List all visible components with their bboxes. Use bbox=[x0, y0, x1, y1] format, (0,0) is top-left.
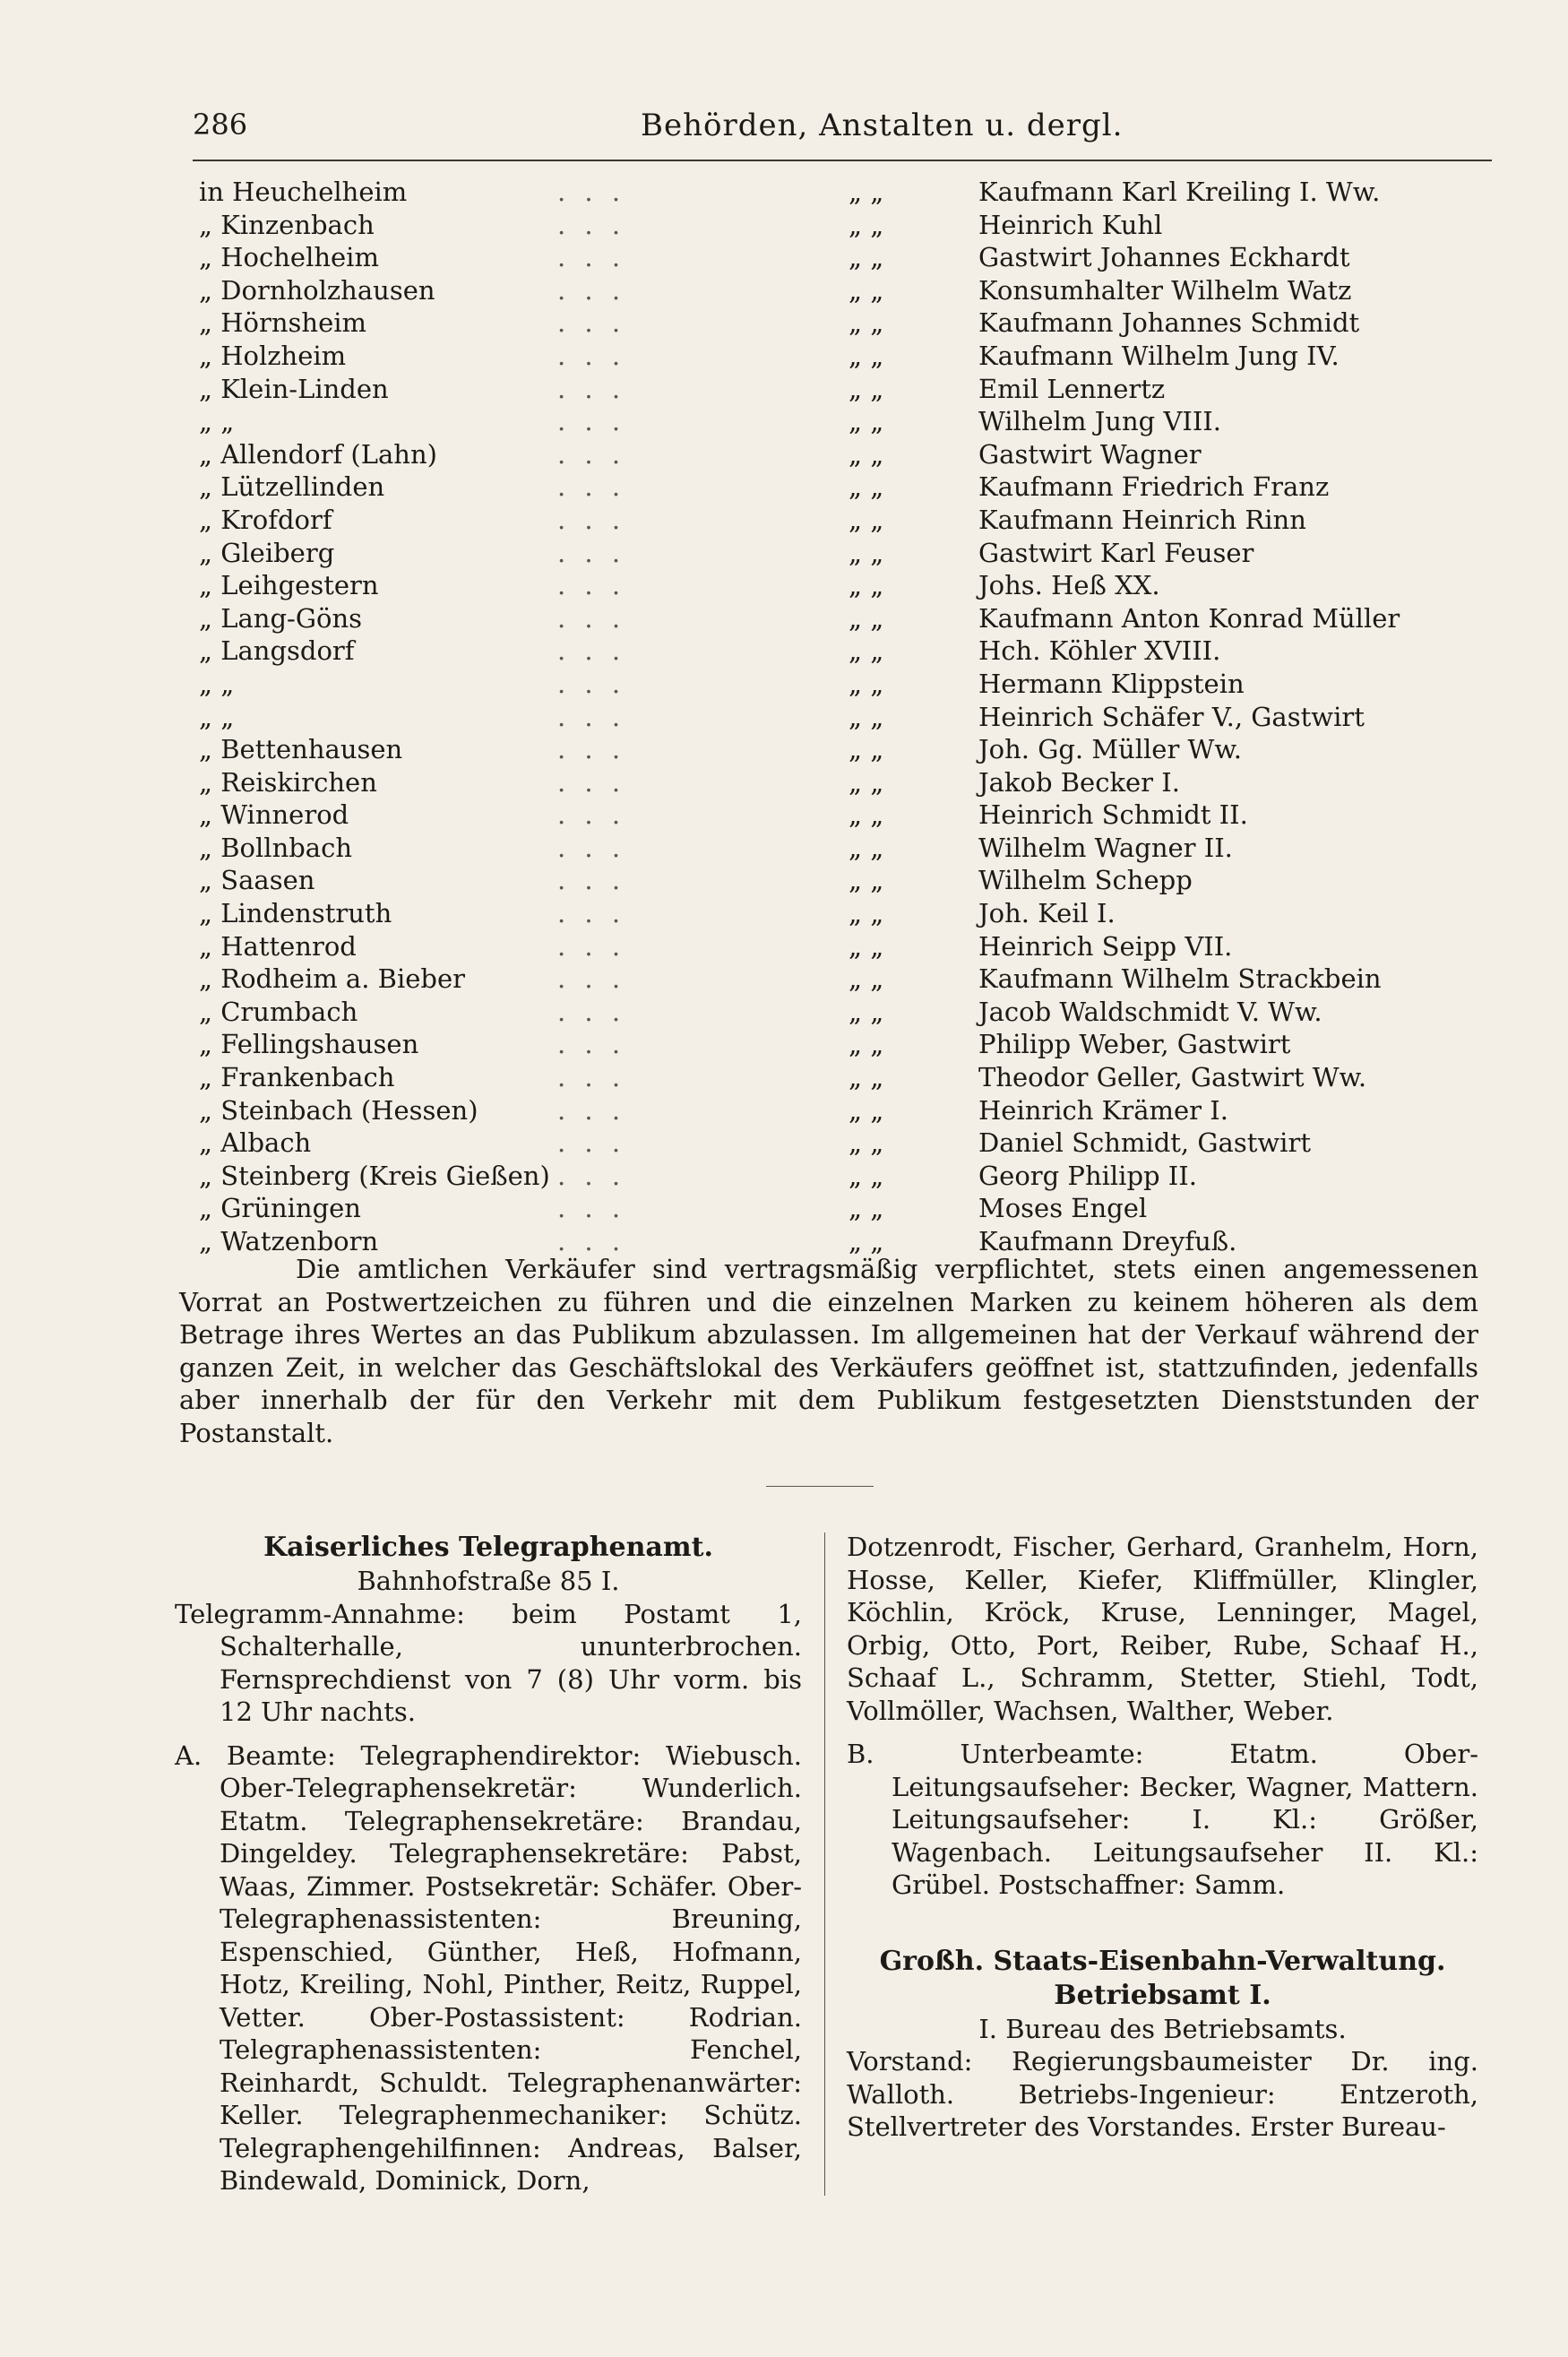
ditto-marks: „ „ bbox=[849, 668, 884, 699]
ditto-marks: „ „ bbox=[849, 701, 884, 732]
seller-name: Kaufmann Wilhelm Strackbein bbox=[978, 963, 1382, 995]
place-name: „ Reiskirchen bbox=[199, 766, 377, 798]
place-name: „ Rodheim a. Bieber bbox=[199, 963, 465, 995]
place-name: „ Steinbach (Hessen) bbox=[199, 1094, 478, 1126]
leader-dots: . . . bbox=[557, 177, 626, 207]
seller-name: Kaufmann Anton Konrad Müller bbox=[978, 602, 1400, 634]
place-name: „ Langsdorf bbox=[199, 635, 355, 667]
ditto-marks: „ „ bbox=[849, 898, 884, 929]
leader-dots: . . . bbox=[557, 1029, 626, 1060]
section-separator bbox=[766, 1486, 874, 1487]
place-name: „ Klein-Linden bbox=[199, 373, 389, 404]
leader-dots: . . . bbox=[557, 1226, 626, 1256]
leader-dots: . . . bbox=[557, 373, 626, 404]
list-item bbox=[199, 504, 1471, 537]
place-name: „ Grüningen bbox=[199, 1193, 361, 1224]
leader-dots: . . . bbox=[557, 242, 626, 273]
list-item bbox=[199, 930, 1471, 963]
list-item bbox=[199, 963, 1471, 996]
list-item bbox=[199, 864, 1471, 897]
list-item bbox=[199, 340, 1471, 373]
place-name: „ Saasen bbox=[199, 865, 315, 896]
list-item bbox=[199, 306, 1471, 340]
place-name: „ Dornholzhausen bbox=[199, 274, 435, 306]
ditto-marks: „ „ bbox=[849, 274, 884, 306]
ditto-marks: „ „ bbox=[849, 635, 884, 667]
place-name: „ Fellingshausen bbox=[199, 1029, 419, 1060]
right-column bbox=[847, 1531, 1478, 2144]
list-item bbox=[199, 569, 1471, 602]
leader-dots: . . . bbox=[557, 340, 626, 371]
seller-name: Heinrich Schmidt II. bbox=[978, 799, 1248, 831]
leader-dots: . . . bbox=[557, 274, 626, 306]
list-item bbox=[199, 799, 1471, 832]
list-item bbox=[199, 602, 1471, 635]
list-item bbox=[199, 635, 1471, 668]
leader-dots: . . . bbox=[557, 635, 626, 667]
place-name: „ Hattenrod bbox=[199, 930, 357, 962]
list-item bbox=[199, 1192, 1471, 1225]
place-name: „ Steinberg (Kreis Gießen) bbox=[199, 1160, 550, 1191]
place-name: „ „ bbox=[199, 701, 235, 732]
list-item bbox=[199, 438, 1471, 471]
ditto-marks: „ „ bbox=[849, 177, 884, 207]
place-name: „ Crumbach bbox=[199, 996, 358, 1027]
ditto-marks: „ „ bbox=[849, 996, 884, 1027]
list-item bbox=[199, 832, 1471, 865]
ditto-marks: „ „ bbox=[849, 1193, 884, 1224]
ditto-marks: „ „ bbox=[849, 438, 884, 470]
place-name: „ Bollnbach bbox=[199, 832, 353, 863]
seller-name: Jakob Becker I. bbox=[978, 766, 1180, 798]
vorstand-paragraph: Vorstand: Regierungsbaumeister Dr. ing. Walloth. Betriebs-Ingenieur: Entzeroth, Stellvertreter des Vorstandes. Erster Bureau- bbox=[847, 2046, 1478, 2142]
ditto-marks: „ „ bbox=[849, 537, 884, 568]
leader-dots: . . . bbox=[557, 537, 626, 568]
seller-name: Philipp Weber, Gastwirt bbox=[978, 1029, 1291, 1060]
place-name: „ Leihgestern bbox=[199, 570, 379, 601]
officials-section-b: B. Unterbeamte: Etatm. Ober-Leitungsaufseher: Becker, Wagner, Mattern. Leitungsaufseher: I. Kl.: Größer, Wagenbach. Leitungsaufseher II. Kl.: Grübel. Postschaffner: Samm. bbox=[847, 1739, 1478, 1900]
seller-name: Heinrich Kuhl bbox=[978, 209, 1163, 240]
list-item bbox=[199, 537, 1471, 570]
leader-dots: . . . bbox=[557, 1127, 626, 1159]
seller-name: Kaufmann Johannes Schmidt bbox=[978, 307, 1360, 339]
note-paragraph: Die amtlichen Verkäufer sind vertragsmäßig verpflichtet, stets einen angemessenen Vorrat an Postwertzeichen zu führen und die einzelnen Marken zu keinem höheren als dem Betrage ihres Wertes an das Publikum abzulassen. Im allgemeinen hat der Verkauf während der ganzen Zeit, in welcher das Geschäftslokal des Verkäufers geöffnet ist, stattzufinden, jedenfalls aber innerhalb der für den Verkehr mit dem Publikum festgesetzten Dienststunden der Postanstalt. bbox=[179, 1254, 1478, 1448]
list-item bbox=[199, 471, 1471, 504]
place-name: „ Allendorf (Lahn) bbox=[199, 438, 437, 470]
officials-section-a: A. Beamte: Telegraphendirektor: Wiebusch. Ober-Telegraphensekretär: Wunderlich. Etatm. Telegraphensekretäre: Brandau, Dingeldey. Telegraphensekretäre: Pabst, Waas, Zimmer. Postsekretär: Schäfer. Ober-Telegraphenassistenten: Breuning, Espenschied, Günther, Heß, Hofmann, Hotz, Kreiling, Nohl, Pinther, Reitz, Ruppel, Vetter. Ober-Postassistent: Rodrian. Telegraphenassistenten: Fenchel, Reinhardt, Schuldt. Telegraphenanwärter: Keller. Telegraphenmechaniker: Schütz. Telegraphengehilfinnen: Andreas, Balser, Bindewald, Dominick, Dorn, bbox=[175, 1740, 802, 2196]
list-item bbox=[199, 733, 1471, 766]
place-name: „ Lindenstruth bbox=[199, 898, 392, 929]
page-header bbox=[193, 106, 1492, 161]
list-item bbox=[199, 176, 1471, 209]
place-name: „ „ bbox=[199, 668, 235, 699]
leader-dots: . . . bbox=[557, 832, 626, 863]
leader-dots: . . . bbox=[557, 1193, 626, 1224]
seller-name: Daniel Schmidt, Gastwirt bbox=[978, 1127, 1311, 1159]
ditto-marks: „ „ bbox=[849, 1029, 884, 1060]
place-name: „ Holzheim bbox=[199, 340, 347, 371]
list-item bbox=[199, 1127, 1471, 1160]
left-column bbox=[175, 1531, 802, 2197]
leader-dots: . . . bbox=[557, 996, 626, 1027]
place-name: „ Watzenborn bbox=[199, 1226, 379, 1256]
seller-name: Heinrich Krämer I. bbox=[978, 1094, 1228, 1126]
bureau-subheading: I. Bureau des Betriebsamts. bbox=[978, 2013, 1347, 2044]
ditto-marks: „ „ bbox=[849, 307, 884, 339]
list-item bbox=[199, 1094, 1471, 1127]
list-item bbox=[199, 766, 1471, 799]
running-title: Behörden, Anstalten u. dergl. bbox=[641, 108, 1124, 143]
seller-name: Hch. Köhler XVIII. bbox=[978, 635, 1221, 667]
ditto-marks: „ „ bbox=[849, 340, 884, 371]
seller-name: Emil Lennertz bbox=[978, 373, 1166, 404]
list-item bbox=[199, 897, 1471, 930]
place-name: „ Winnerod bbox=[199, 799, 349, 831]
ditto-marks: „ „ bbox=[849, 373, 884, 404]
list-item bbox=[199, 996, 1471, 1029]
seller-name: Heinrich Seipp VII. bbox=[978, 930, 1233, 962]
list-item bbox=[199, 373, 1471, 406]
leader-dots: . . . bbox=[557, 734, 626, 765]
ditto-marks: „ „ bbox=[849, 1094, 884, 1126]
seller-name: Kaufmann Wilhelm Jung IV. bbox=[978, 340, 1340, 371]
list-item bbox=[199, 701, 1471, 734]
seller-name: Wilhelm Jung VIII. bbox=[978, 406, 1221, 437]
leader-dots: . . . bbox=[557, 963, 626, 995]
place-name: „ Lang-Göns bbox=[199, 602, 363, 634]
telegraph-office-address: Bahnhofstraße 85 I. bbox=[357, 1566, 620, 1596]
leader-dots: . . . bbox=[557, 1094, 626, 1126]
seller-name: Johs. Heß XX. bbox=[978, 570, 1160, 601]
leader-dots: . . . bbox=[557, 766, 626, 798]
ditto-marks: „ „ bbox=[849, 504, 884, 535]
seller-name: Joh. Gg. Müller Ww. bbox=[978, 734, 1242, 765]
seller-name: Heinrich Schäfer V., Gastwirt bbox=[978, 701, 1365, 732]
ditto-marks: „ „ bbox=[849, 1062, 884, 1093]
place-name: in Heuchelheim bbox=[199, 177, 408, 207]
list-item bbox=[199, 1160, 1471, 1193]
leader-dots: . . . bbox=[557, 1062, 626, 1093]
page-number: 286 bbox=[193, 108, 248, 142]
place-name: „ Lützellinden bbox=[199, 471, 385, 503]
leader-dots: . . . bbox=[557, 930, 626, 962]
ditto-marks: „ „ bbox=[849, 1127, 884, 1159]
leader-dots: . . . bbox=[557, 307, 626, 339]
list-item bbox=[199, 241, 1471, 274]
seller-name: Theodor Geller, Gastwirt Ww. bbox=[978, 1062, 1367, 1093]
leader-dots: . . . bbox=[557, 438, 626, 470]
leader-dots: . . . bbox=[557, 209, 626, 240]
seller-name: Gastwirt Johannes Eckhardt bbox=[978, 242, 1350, 273]
seller-name: Wilhelm Schepp bbox=[978, 865, 1193, 896]
operations-office-heading: Betriebsamt I. bbox=[1054, 1979, 1271, 2011]
list-item bbox=[199, 405, 1471, 438]
leader-dots: . . . bbox=[557, 406, 626, 437]
telegram-intro: Telegramm-Annahme: beim Postamt 1, Schalterhalle, ununterbrochen. Fernsprechdienst von 7 (8) Uhr vorm. bis 12 Uhr nachts. bbox=[175, 1598, 802, 1727]
leader-dots: . . . bbox=[557, 668, 626, 699]
sales-note bbox=[179, 1253, 1478, 1449]
ditto-marks: „ „ bbox=[849, 406, 884, 437]
ditto-marks: „ „ bbox=[849, 209, 884, 240]
seller-name: Georg Philipp II. bbox=[978, 1160, 1197, 1191]
ditto-marks: „ „ bbox=[849, 734, 884, 765]
seller-name: Gastwirt Wagner bbox=[978, 438, 1202, 470]
leader-dots: . . . bbox=[557, 504, 626, 535]
leader-dots: . . . bbox=[557, 1160, 626, 1191]
leader-dots: . . . bbox=[557, 865, 626, 896]
list-item bbox=[199, 274, 1471, 307]
ditto-marks: „ „ bbox=[849, 1226, 884, 1256]
leader-dots: . . . bbox=[557, 570, 626, 601]
list-item bbox=[199, 668, 1471, 701]
place-name: „ Hörnsheim bbox=[199, 307, 367, 339]
ditto-marks: „ „ bbox=[849, 865, 884, 896]
ditto-marks: „ „ bbox=[849, 766, 884, 798]
assistants-continuation: Dotzenrodt, Fischer, Gerhard, Granhelm, Horn, Hosse, Keller, Kiefer, Kliffmüller, Klingler, Köchlin, Kröck, Kruse, Lenninger, Magel, Orbig, Otto, Port, Reiber, Rube, Schaaf H., Schaaf L., Schramm, Stetter, Stiehl, Todt, Vollmöller, Wachsen, Walther, Weber. bbox=[847, 1532, 1478, 1726]
place-name: „ Albach bbox=[199, 1127, 312, 1159]
ditto-marks: „ „ bbox=[849, 832, 884, 863]
seller-name: Kaufmann Friedrich Franz bbox=[978, 471, 1330, 503]
ditto-marks: „ „ bbox=[849, 471, 884, 503]
seller-name: Kaufmann Heinrich Rinn bbox=[978, 504, 1306, 535]
place-name: „ Bettenhausen bbox=[199, 734, 403, 765]
place-name: „ „ bbox=[199, 406, 235, 437]
ditto-marks: „ „ bbox=[849, 963, 884, 995]
seller-name: Gastwirt Karl Feuser bbox=[978, 537, 1254, 568]
seller-name: Konsumhalter Wilhelm Watz bbox=[978, 274, 1352, 306]
place-name: „ Krofdorf bbox=[199, 504, 332, 535]
telegraph-office-title: Kaiserliches Telegraphenamt. bbox=[263, 1532, 713, 1563]
ditto-marks: „ „ bbox=[849, 570, 884, 601]
seller-name: Kaufmann Dreyfuß. bbox=[978, 1226, 1237, 1256]
railway-administration-heading: Großh. Staats-Eisenbahn-Verwaltung. bbox=[879, 1945, 1446, 1977]
ditto-marks: „ „ bbox=[849, 242, 884, 273]
list-item bbox=[199, 1061, 1471, 1094]
leader-dots: . . . bbox=[557, 898, 626, 929]
list-item bbox=[199, 209, 1471, 242]
seller-name: Hermann Klippstein bbox=[978, 668, 1245, 699]
seller-name: Jacob Waldschmidt V. Ww. bbox=[978, 996, 1322, 1027]
ditto-marks: „ „ bbox=[849, 930, 884, 962]
seller-name: Joh. Keil I. bbox=[978, 898, 1116, 929]
place-name: „ Frankenbach bbox=[199, 1062, 395, 1093]
seller-name: Kaufmann Karl Kreiling I. Ww. bbox=[978, 177, 1381, 207]
place-name: „ Kinzenbach bbox=[199, 209, 375, 240]
column-divider bbox=[824, 1532, 825, 2196]
place-name: „ Hochelheim bbox=[199, 242, 379, 273]
leader-dots: . . . bbox=[557, 602, 626, 634]
leader-dots: . . . bbox=[557, 471, 626, 503]
seller-name: Moses Engel bbox=[978, 1193, 1148, 1224]
ditto-marks: „ „ bbox=[849, 799, 884, 831]
sales-points-list bbox=[199, 176, 1471, 1258]
ditto-marks: „ „ bbox=[849, 1160, 884, 1191]
leader-dots: . . . bbox=[557, 799, 626, 831]
seller-name: Wilhelm Wagner II. bbox=[978, 832, 1233, 863]
ditto-marks: „ „ bbox=[849, 602, 884, 634]
list-item bbox=[199, 1028, 1471, 1061]
place-name: „ Gleiberg bbox=[199, 537, 335, 568]
leader-dots: . . . bbox=[557, 701, 626, 732]
